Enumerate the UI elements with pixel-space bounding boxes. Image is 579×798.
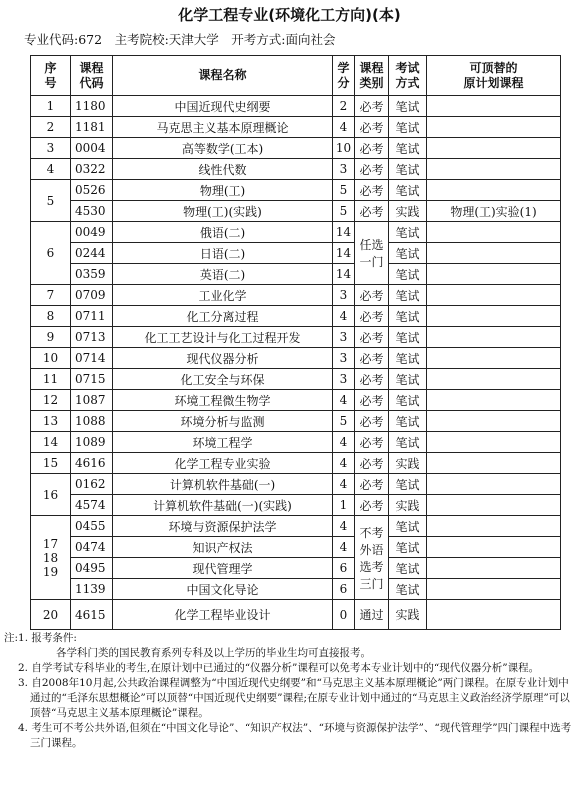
exam-cell: 笔试 (389, 411, 427, 432)
code-cell: 0495 (71, 558, 113, 579)
table-row (31, 348, 561, 369)
header-replace: 可顶替的 原计划课程 (427, 56, 561, 96)
seq-cell: 17 18 19 (31, 516, 71, 600)
code-cell: 1089 (71, 432, 113, 453)
credit-cell: 0 (333, 600, 355, 630)
table-row (31, 159, 561, 180)
table-row (31, 138, 561, 159)
course-name-cell: 环境工程微生物学 (113, 390, 333, 411)
exam-cell: 笔试 (389, 474, 427, 495)
seq-cell: 10 (31, 348, 71, 369)
table-row (31, 390, 561, 411)
seq-cell: 1 (31, 96, 71, 117)
credit-cell: 4 (333, 474, 355, 495)
code-cell: 4616 (71, 453, 113, 474)
course-name-cell: 英语(二) (113, 264, 333, 285)
replace-cell (427, 390, 561, 411)
type-cell: 必考 (355, 96, 389, 117)
type-cell: 必考 (355, 306, 389, 327)
course-name-cell: 知识产权法 (113, 537, 333, 558)
exam-cell: 笔试 (389, 222, 427, 243)
code-cell: 4530 (71, 201, 113, 222)
exam-cell: 笔试 (389, 390, 427, 411)
replace-cell (427, 558, 561, 579)
credit-cell: 5 (333, 411, 355, 432)
course-name-cell: 现代管理学 (113, 558, 333, 579)
table-row (31, 369, 561, 390)
header-name: 课程名称 (113, 56, 333, 96)
course-name-cell: 现代仪器分析 (113, 348, 333, 369)
type-cell: 必考 (355, 138, 389, 159)
header-seq: 序 号 (31, 56, 71, 96)
seq-cell: 16 (31, 474, 71, 516)
table-row (31, 495, 561, 516)
replace-cell (427, 243, 561, 264)
exam-cell: 笔试 (389, 159, 427, 180)
table-row (31, 474, 561, 495)
credit-cell: 6 (333, 558, 355, 579)
table-row (31, 411, 561, 432)
credit-cell: 4 (333, 306, 355, 327)
type-cell: 不考 外语 选考 三门 (355, 516, 389, 600)
code-cell: 0526 (71, 180, 113, 201)
table-row (31, 453, 561, 474)
credit-cell: 14 (333, 222, 355, 243)
course-name-cell: 马克思主义基本原理概论 (113, 117, 333, 138)
replace-cell (427, 516, 561, 537)
seq-cell: 5 (31, 180, 71, 222)
replace-cell (427, 285, 561, 306)
course-name-cell: 计算机软件基础(一)(实践) (113, 495, 333, 516)
type-cell: 必考 (355, 159, 389, 180)
table-row (31, 432, 561, 453)
course-name-cell: 高等数学(工本) (113, 138, 333, 159)
code-cell: 0474 (71, 537, 113, 558)
code-cell: 1088 (71, 411, 113, 432)
replace-cell (427, 96, 561, 117)
course-name-cell: 物理(工) (113, 180, 333, 201)
program-meta: 专业代码:672 主考院校:天津大学 开考方式:面向社会 (24, 32, 336, 47)
code-cell: 4615 (71, 600, 113, 630)
table-row (31, 600, 561, 630)
replace-cell (427, 306, 561, 327)
replace-cell (427, 117, 561, 138)
replace-cell (427, 264, 561, 285)
header-credit: 学 分 (333, 56, 355, 96)
type-cell: 必考 (355, 453, 389, 474)
type-cell: 必考 (355, 411, 389, 432)
table-row (31, 222, 561, 243)
exam-cell: 笔试 (389, 138, 427, 159)
course-name-cell: 化工安全与环保 (113, 369, 333, 390)
seq-cell: 8 (31, 306, 71, 327)
code-cell: 1087 (71, 390, 113, 411)
course-name-cell: 中国近现代史纲要 (113, 96, 333, 117)
code-cell: 1139 (71, 579, 113, 600)
exam-cell: 笔试 (389, 369, 427, 390)
code-cell: 0709 (71, 285, 113, 306)
header-type: 课程 类别 (355, 56, 389, 96)
replace-cell: 物理(工)实验(1) (427, 201, 561, 222)
credit-cell: 14 (333, 243, 355, 264)
credit-cell: 3 (333, 348, 355, 369)
exam-cell: 笔试 (389, 516, 427, 537)
credit-cell: 4 (333, 537, 355, 558)
type-cell: 必考 (355, 117, 389, 138)
exam-cell: 笔试 (389, 432, 427, 453)
course-name-cell: 工业化学 (113, 285, 333, 306)
exam-cell: 笔试 (389, 348, 427, 369)
course-name-cell: 环境工程学 (113, 432, 333, 453)
code-cell: 0455 (71, 516, 113, 537)
code-cell: 0004 (71, 138, 113, 159)
table-row (31, 579, 561, 600)
table-row (31, 264, 561, 285)
credit-cell: 3 (333, 369, 355, 390)
seq-cell: 15 (31, 453, 71, 474)
type-cell: 必考 (355, 369, 389, 390)
note-2: 2. 自学考试专科毕业的考生,在原计划中已通过的“仪器分析”课程可以免考本专业计划中的“现代仪器分析”课程。 (18, 662, 540, 674)
code-cell: 1180 (71, 96, 113, 117)
seq-cell: 14 (31, 432, 71, 453)
type-cell: 必考 (355, 348, 389, 369)
exam-cell: 笔试 (389, 243, 427, 264)
header-exam: 考试 方式 (389, 56, 427, 96)
type-cell: 必考 (355, 201, 389, 222)
header-code: 课程 代码 (71, 56, 113, 96)
code-cell: 1181 (71, 117, 113, 138)
exam-cell: 笔试 (389, 180, 427, 201)
seq-cell: 13 (31, 411, 71, 432)
course-table (30, 55, 561, 630)
replace-cell (427, 432, 561, 453)
table-row (31, 537, 561, 558)
replace-cell (427, 222, 561, 243)
code-cell: 0711 (71, 306, 113, 327)
seq-cell: 7 (31, 285, 71, 306)
exam-cell: 笔试 (389, 579, 427, 600)
table-row (31, 243, 561, 264)
credit-cell: 4 (333, 117, 355, 138)
code-cell: 0162 (71, 474, 113, 495)
credit-cell: 1 (333, 495, 355, 516)
credit-cell: 10 (333, 138, 355, 159)
replace-cell (427, 579, 561, 600)
table-row (31, 201, 561, 222)
exam-cell: 笔试 (389, 264, 427, 285)
replace-cell (427, 474, 561, 495)
seq-cell: 11 (31, 369, 71, 390)
replace-cell (427, 138, 561, 159)
exam-cell: 实践 (389, 600, 427, 630)
exam-cell: 笔试 (389, 117, 427, 138)
table-row (31, 96, 561, 117)
replace-cell (427, 180, 561, 201)
page-title: 化学工程专业(环境化工方向)(本) (178, 6, 401, 24)
exam-cell: 笔试 (389, 285, 427, 306)
credit-cell: 3 (333, 159, 355, 180)
code-cell: 0713 (71, 327, 113, 348)
seq-cell: 9 (31, 327, 71, 348)
course-name-cell: 线性代数 (113, 159, 333, 180)
course-name-cell: 化学工程毕业设计 (113, 600, 333, 630)
seq-cell: 12 (31, 390, 71, 411)
exam-cell: 笔试 (389, 558, 427, 579)
note-3: 3. 自2008年10月起,公共政治课程调整为“中国近现代史纲要”和“马克思主义基本原理概论”两门课程。在原专业计划中通过的“毛泽东思想概论”可以顶替“中国近现代史纲要”课程;在原专业计划中通过的“马克思主义政治经济学原理”可以顶替“马克思主义基本原理概论”课程。 (18, 677, 570, 719)
exam-cell: 实践 (389, 495, 427, 516)
course-name-cell: 俄语(二) (113, 222, 333, 243)
table-row (31, 306, 561, 327)
replace-cell (427, 327, 561, 348)
table-header-row (31, 56, 561, 96)
seq-cell: 6 (31, 222, 71, 285)
course-name-cell: 物理(工)(实践) (113, 201, 333, 222)
exam-cell: 笔试 (389, 306, 427, 327)
replace-cell (427, 600, 561, 630)
seq-cell: 4 (31, 159, 71, 180)
credit-cell: 14 (333, 264, 355, 285)
exam-cell: 实践 (389, 453, 427, 474)
code-cell: 0322 (71, 159, 113, 180)
table-row (31, 327, 561, 348)
replace-cell (427, 495, 561, 516)
course-name-cell: 中国文化导论 (113, 579, 333, 600)
course-name-cell: 化工分离过程 (113, 306, 333, 327)
type-cell: 必考 (355, 180, 389, 201)
exam-cell: 实践 (389, 201, 427, 222)
code-cell: 0049 (71, 222, 113, 243)
code-cell: 0715 (71, 369, 113, 390)
replace-cell (427, 159, 561, 180)
exam-cell: 笔试 (389, 537, 427, 558)
credit-cell: 5 (333, 180, 355, 201)
credit-cell: 2 (333, 96, 355, 117)
table-row (31, 558, 561, 579)
course-name-cell: 环境与资源保护法学 (113, 516, 333, 537)
replace-cell (427, 537, 561, 558)
type-cell: 必考 (355, 327, 389, 348)
credit-cell: 4 (333, 453, 355, 474)
note-1: 注:1. 报考条件: (4, 632, 77, 644)
course-name-cell: 环境分析与监测 (113, 411, 333, 432)
seq-cell: 2 (31, 117, 71, 138)
table-row (31, 516, 561, 537)
type-cell: 必考 (355, 432, 389, 453)
credit-cell: 4 (333, 516, 355, 537)
course-name-cell: 计算机软件基础(一) (113, 474, 333, 495)
replace-cell (427, 369, 561, 390)
credit-cell: 4 (333, 432, 355, 453)
replace-cell (427, 348, 561, 369)
exam-cell: 笔试 (389, 327, 427, 348)
notes-section (4, 631, 572, 751)
note-4: 4. 考生可不考公共外语,但须在“中国文化导论”、“知识产权法”、“环境与资源保护法学”、“现代管理学”四门课程中选考三门课程。 (18, 722, 572, 749)
type-cell: 通过 (355, 600, 389, 630)
replace-cell (427, 453, 561, 474)
course-name-cell: 化工工艺设计与化工过程开发 (113, 327, 333, 348)
type-cell: 必考 (355, 474, 389, 495)
code-cell: 0359 (71, 264, 113, 285)
note-1-detail: 各学科门类的国民教育系列专科及以上学历的毕业生均可直接报考。 (56, 647, 371, 659)
credit-cell: 4 (333, 390, 355, 411)
code-cell: 0244 (71, 243, 113, 264)
code-cell: 0714 (71, 348, 113, 369)
course-name-cell: 化学工程专业实验 (113, 453, 333, 474)
type-cell: 必考 (355, 495, 389, 516)
credit-cell: 3 (333, 285, 355, 306)
table-row (31, 117, 561, 138)
table-row (31, 180, 561, 201)
table-row (31, 285, 561, 306)
replace-cell (427, 411, 561, 432)
exam-cell: 笔试 (389, 96, 427, 117)
type-cell: 任选 一门 (355, 222, 389, 285)
credit-cell: 6 (333, 579, 355, 600)
type-cell: 必考 (355, 285, 389, 306)
code-cell: 4574 (71, 495, 113, 516)
credit-cell: 3 (333, 327, 355, 348)
seq-cell: 3 (31, 138, 71, 159)
seq-cell: 20 (31, 600, 71, 630)
credit-cell: 5 (333, 201, 355, 222)
type-cell: 必考 (355, 390, 389, 411)
course-name-cell: 日语(二) (113, 243, 333, 264)
